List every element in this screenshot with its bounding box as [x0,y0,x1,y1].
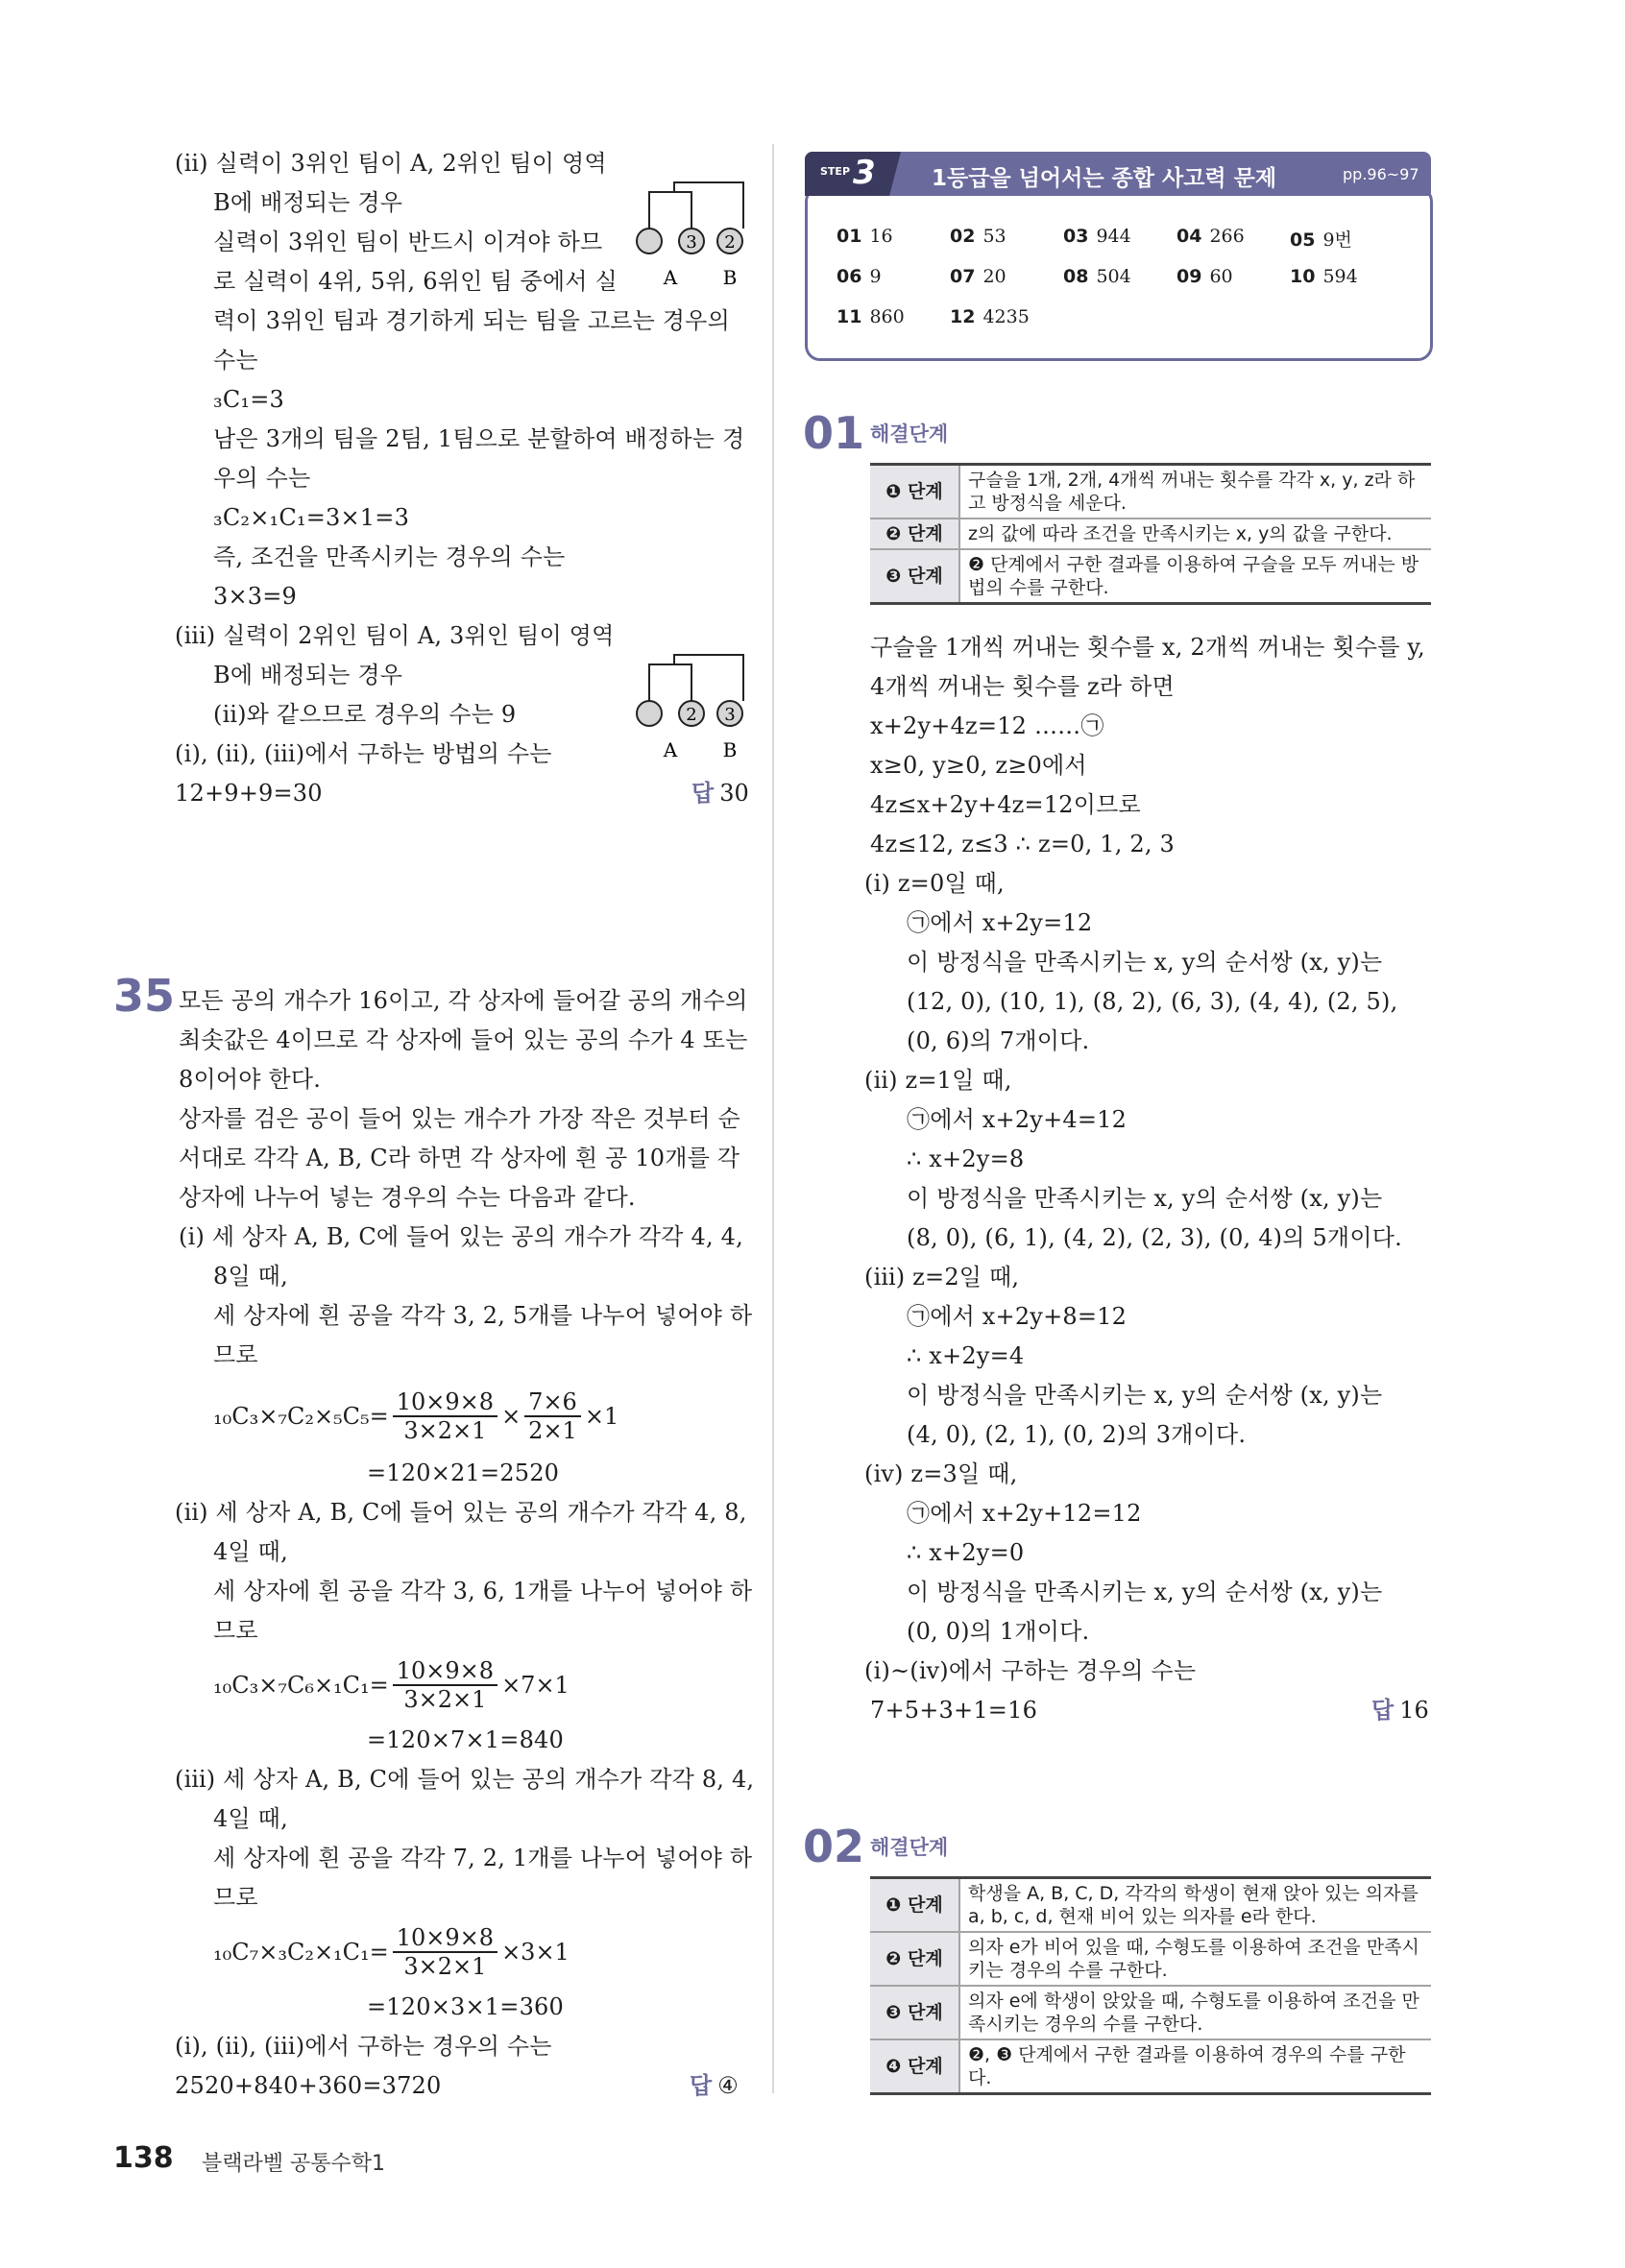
formula: ㉠에서 x+2y+12=12 [907,1500,1142,1527]
text-line: 세 상자에 흰 공을 각각 7, 2, 1개를 나누어 넣어야 하 [213,1845,753,1871]
answer-item: 11 860 [837,306,905,327]
text-line: 서대로 각각 A, B, C라 하면 각 상자에 흰 공 10개를 각 [179,1145,740,1171]
text-line: 세 상자에 흰 공을 각각 3, 6, 1개를 나누어 넣어야 하 [213,1578,753,1604]
text-line: 남은 3개의 팀을 2팀, 1팀으로 분할하여 배정하는 경 [213,425,745,452]
text-line: (ⅱ) z=1일 때, [864,1067,1012,1094]
text-line: (ⅲ) 세 상자 A, B, C에 들어 있는 공의 개수가 각각 8, 4, [175,1766,755,1793]
tournament-bracket-diagram [634,616,749,770]
text-line: (ⅰ) z=0일 때, [864,870,1005,897]
step-number: 3 [853,154,876,192]
fraction-denominator: 3×2×1 [403,1417,487,1444]
formula: 2520+840+360=3720 [175,2072,442,2099]
text-line: (ⅲ) z=2일 때, [864,1264,1020,1291]
solution-steps-table [870,463,1431,605]
step-row [870,1878,1431,1933]
equation-result: =120×3×1=360 [367,1993,564,2020]
text-line: 구슬을 1개씩 꺼내는 횟수를 x, 2개씩 꺼내는 횟수를 y, [870,634,1425,661]
answer-item: 04 266 [1176,226,1245,247]
book-title: 블랙라벨 공통수학1 [202,2152,386,2176]
fraction [393,1924,497,1980]
region-label: A [663,738,678,761]
text-line: 우의 수는 [213,465,311,492]
region-label: B [722,738,738,761]
text-line: 실력이 3위인 팀이 반드시 이겨야 하므 [213,229,603,255]
text-line: 즉, 조건을 만족시키는 경우의 수는 [213,543,566,570]
text-line: 4일 때, [213,1805,288,1832]
operator: × [501,1403,521,1430]
equation-2 [213,1652,570,1719]
section-header: 해결단계 [870,422,949,446]
answer-tag: 답 [690,2072,713,2099]
text-line: 므로 [213,1341,258,1368]
step-row [870,549,1431,604]
problem-number: 35 [113,970,176,1022]
text-line: 이 방정식을 만족시키는 x, y의 순서쌍 (x, y)는 [907,1185,1383,1212]
text-line: (ⅰ), (ⅱ), (ⅲ)에서 구하는 방법의 수는 [175,740,552,767]
formula: x+2y+4z=12 ……㉠ [870,712,1104,739]
page-range: pp.96~97 [1343,165,1419,183]
step-label: ❸ 단계 [870,1986,959,2039]
formula: 4z≤x+2y+4z=12이므로 [870,791,1141,818]
fraction-denominator: 3×2×1 [403,1686,487,1713]
fraction [393,1657,497,1713]
team-label: 3 [686,232,697,253]
text-line: 이 방정식을 만족시키는 x, y의 순서쌍 (x, y)는 [907,1579,1383,1605]
step-row [870,2039,1431,2094]
answer-item: 08 504 [1063,266,1131,287]
text-line: 세 상자에 흰 공을 각각 3, 2, 5개를 나누어 넣어야 하 [213,1302,753,1329]
answer-01 [1371,1691,1429,1729]
formula: (4, 0), (2, 1), (0, 2)의 3개이다. [907,1421,1247,1448]
team-label: 2 [686,705,697,725]
formula: ㉠에서 x+2y+4=12 [907,1106,1128,1133]
answer-35 [690,2066,739,2105]
equation-3 [213,1918,570,1986]
step-text: z의 값에 따라 조건을 만족시키는 x, y의 값을 구한다. [959,519,1431,549]
answer-item: 07 20 [950,266,1007,287]
step-label: ❸ 단계 [870,549,959,604]
formula: ₃C₂×₁C₁=3×1=3 [213,504,410,531]
formula: (12, 0), (10, 1), (8, 2), (6, 3), (4, 4), (2, 5), [907,988,1398,1015]
formula: ∴ x+2y=8 [907,1146,1025,1172]
text-line: 8일 때, [213,1263,288,1290]
answer-value: ④ [717,2072,739,2099]
text-line: 4일 때, [213,1538,288,1565]
step-label: ❶ 단계 [870,465,959,519]
page-number: 138 [113,2141,174,2175]
formula: (0, 0)의 1개이다. [907,1618,1090,1645]
answer-item: 09 60 [1176,266,1233,287]
problem-number: 02 [803,1821,865,1872]
text-line: 최솟값은 4이므로 각 상자에 들어 있는 공의 수가 4 또는 [179,1026,748,1053]
fraction-denominator: 3×2×1 [403,1953,487,1980]
equation-left: ₁₀C₃×₇C₂×₅C₅= [213,1403,389,1430]
step3-title: 1등급을 넘어서는 종합 사고력 문제 [932,166,1277,191]
step-label: ❹ 단계 [870,2039,959,2094]
step-label: ❶ 단계 [870,1878,959,1933]
answer-item: 10 594 [1290,266,1358,287]
text-line: (ⅱ) 실력이 3위인 팀이 A, 2위인 팀이 영역 [175,150,607,177]
region-label: B [722,266,738,289]
formula: ∴ x+2y=4 [907,1342,1025,1369]
text-line: 4개씩 꺼내는 횟수를 z라 하면 [870,673,1175,700]
fraction [393,1388,497,1444]
text-line: (0, 6)의 7개이다. [907,1027,1090,1054]
step-row [870,1932,1431,1986]
text-line: 력이 3위인 팀과 경기하게 되는 팀을 고르는 경우의 [213,307,730,334]
equation-1 [213,1383,618,1450]
text-line: B에 배정되는 경우 [213,189,403,216]
text-line: 8이어야 한다. [179,1066,322,1093]
answer-value: 16 [1399,1697,1429,1724]
equation-left: ₁₀C₇×₃C₂×₁C₁= [213,1939,389,1966]
equation-result: =120×7×1=840 [367,1726,564,1753]
equation-right: ×3×1 [501,1939,570,1966]
step-text: 의자 e가 비어 있을 때, 수형도를 이용하여 조건을 만족시키는 경우의 수를 구한다. [959,1932,1431,1986]
answer-34 [691,774,749,812]
fraction-numerator: 7×6 [524,1388,581,1417]
tournament-bracket-diagram [634,144,749,298]
fraction-denominator: 2×1 [528,1417,577,1444]
text-line: 수는 [213,347,258,374]
answer-item: 01 16 [837,226,893,247]
text-line: (ⅲ) 실력이 2위인 팀이 A, 3위인 팀이 영역 [175,622,615,649]
answer-item: 05 9번 [1290,229,1352,251]
section-header: 해결단계 [870,1836,949,1859]
step-text: 학생을 A, B, C, D, 각각의 학생이 현재 앉아 있는 의자를 a, b, c, d, 현재 비어 있는 의자를 e라 한다. [959,1878,1431,1933]
step-row [870,519,1431,549]
answer-item: 12 4235 [950,306,1030,327]
text-line: B에 배정되는 경우 [213,662,403,688]
text-line: 상자에 나누어 넣는 경우의 수는 다음과 같다. [179,1184,636,1211]
fraction-numerator: 10×9×8 [393,1657,497,1686]
step-label: ❷ 단계 [870,519,959,549]
formula: ㉠에서 x+2y=12 [907,909,1093,936]
fraction-numerator: 10×9×8 [393,1924,497,1953]
formula: 4z≤12, z≤3 ∴ z=0, 1, 2, 3 [870,831,1175,857]
text-line: (ⅰ), (ⅱ), (ⅲ)에서 구하는 경우의 수는 [175,2033,552,2060]
text-line: (ⅱ)와 같으므로 경우의 수는 9 [213,701,517,728]
problem-number: 01 [803,407,865,459]
equation-right: ×7×1 [501,1672,570,1699]
text-line: 므로 [213,1617,258,1644]
step-row [870,465,1431,519]
step-text: 구슬을 1개, 2개, 4개씩 꺼내는 횟수를 각각 x, y, z라 하고 방정식을 세운다. [959,465,1431,519]
formula: ㉠에서 x+2y+8=12 [907,1303,1128,1330]
answer-item: 06 9 [837,266,882,287]
step-label: STEP [820,165,851,178]
formula: 7+5+3+1=16 [870,1697,1038,1724]
text-line: 모든 공의 개수가 16이고, 각 상자에 들어갈 공의 개수의 [179,987,748,1014]
step-label: ❷ 단계 [870,1932,959,1986]
team-label: 2 [724,232,736,253]
formula: ∴ x+2y=0 [907,1539,1025,1566]
text-line: 므로 [213,1884,258,1911]
team-circle [637,701,662,726]
text-line: (ⅰ) 세 상자 A, B, C에 들어 있는 공의 개수가 각각 4, 4, [179,1223,743,1250]
text-line: (ⅳ) z=3일 때, [864,1460,1018,1487]
answer-tag: 답 [691,780,715,807]
region-label: A [663,266,678,289]
step3-answer-box [805,152,1431,361]
answer-item: 03 944 [1063,226,1131,247]
fraction [524,1388,581,1444]
answer-grid [805,186,1433,361]
formula: (8, 0), (6, 1), (4, 2), (2, 3), (0, 4)의 5개이다. [907,1224,1402,1251]
answer-value: 30 [719,780,749,807]
formula: 12+9+9=30 [175,780,323,807]
step-row [870,1986,1431,2039]
answer-tag: 답 [1371,1697,1395,1724]
solution-steps-table [870,1876,1431,2095]
equation-left: ₁₀C₃×₇C₆×₁C₁= [213,1672,389,1699]
text-line: 이 방정식을 만족시키는 x, y의 순서쌍 (x, y)는 [907,949,1383,976]
fraction-numerator: 10×9×8 [393,1388,497,1417]
answer-item: 02 53 [950,226,1007,247]
step-text: ❷ 단계에서 구한 결과를 이용하여 구슬을 모두 꺼내는 방법의 수를 구한다. [959,549,1431,604]
step-text: 의자 e에 학생이 앉았을 때, 수형도를 이용하여 조건을 만족시키는 경우의 수를 구한다. [959,1986,1431,2039]
text-line: 로 실력이 4위, 5위, 6위인 팀 중에서 실 [213,268,618,295]
team-circle [637,229,662,253]
text-line: (ⅰ)~(ⅳ)에서 구하는 경우의 수는 [864,1657,1197,1684]
team-label: 3 [724,705,736,725]
column-divider [772,144,774,2093]
formula: ₃C₁=3 [213,386,284,413]
step-text: ❷, ❸ 단계에서 구한 결과를 이용하여 경우의 수를 구한다. [959,2039,1431,2094]
formula: x≥0, y≥0, z≥0에서 [870,752,1087,779]
text-line: 상자를 검은 공이 들어 있는 개수가 가장 작은 것부터 순 [179,1105,740,1132]
equation-result: =120×21=2520 [367,1460,560,1486]
equation-right: ×1 [584,1403,619,1430]
formula: 3×3=9 [213,583,298,610]
text-line: (ⅱ) 세 상자 A, B, C에 들어 있는 공의 개수가 각각 4, 8, [175,1499,747,1526]
text-line: 이 방정식을 만족시키는 x, y의 순서쌍 (x, y)는 [907,1382,1383,1409]
